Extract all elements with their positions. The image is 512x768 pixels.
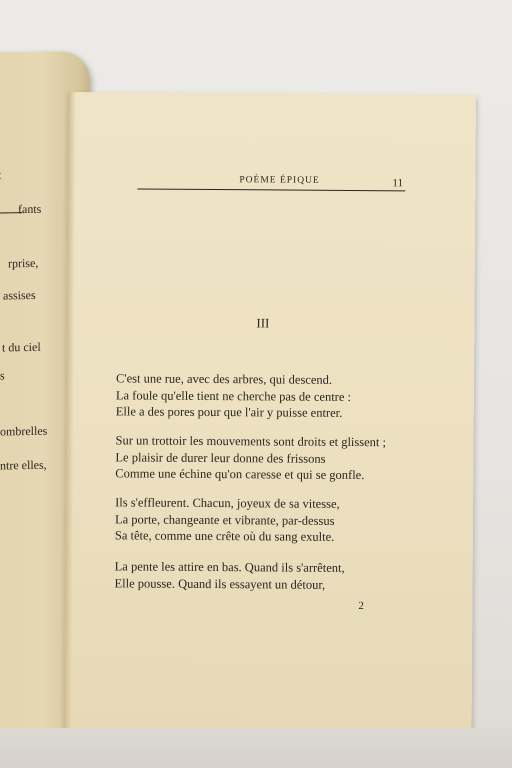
stanza-4 [115, 558, 345, 593]
verse-line: Comme une échine qu'on caresse et qui se gonfle. [115, 466, 365, 483]
header-rule [137, 188, 405, 191]
signature-mark: 2 [358, 600, 364, 613]
verse-line: Sa tête, comme une crête où du sang exulte. [114, 528, 335, 544]
table-surface [0, 728, 512, 768]
left-fragment: s [0, 368, 5, 383]
left-fragment: assises [3, 287, 36, 303]
left-fragment: t du ciel [2, 339, 41, 355]
verse-line: C'est une rue, avec des arbres, qui descend. [115, 371, 333, 387]
verse-line: Sur un trottoir les mouvements sont droits et glissent ; [115, 433, 387, 450]
section-number: III [256, 315, 270, 331]
verse-line: La porte, changeante et vibrante, par-dessus [114, 511, 335, 528]
verse-line: Elle a des pores pour que l'air y puisse entrer. [115, 404, 343, 420]
page-number: 11 [392, 177, 404, 190]
verse-line: Elle pousse. Quand ils essayent un détour, [114, 575, 326, 592]
verse-line: La pente les attire en bas. Quand ils s'arrêtent, [114, 559, 345, 575]
verse-line: La foule qu'elle tient ne cherche pas de centre : [115, 387, 352, 404]
left-fragment: ntre elles, [0, 457, 47, 473]
stanza-1 [116, 370, 351, 421]
stanza-2 [115, 432, 386, 483]
verse-line: Le plaisir de durer leur donne des frissons [115, 449, 326, 466]
left-fragment: fants [18, 201, 42, 217]
left-fragment: rprise, [8, 255, 39, 271]
running-title: POÈME ÉPIQUE [239, 175, 320, 186]
right-page [64, 92, 476, 731]
stanza-3 [115, 494, 340, 545]
left-fragment: ombrelles [0, 423, 48, 439]
left-fragment [0, 168, 1, 183]
verse-line: Ils s'effleurent. Chacun, joyeux de sa vitesse, [115, 495, 340, 511]
